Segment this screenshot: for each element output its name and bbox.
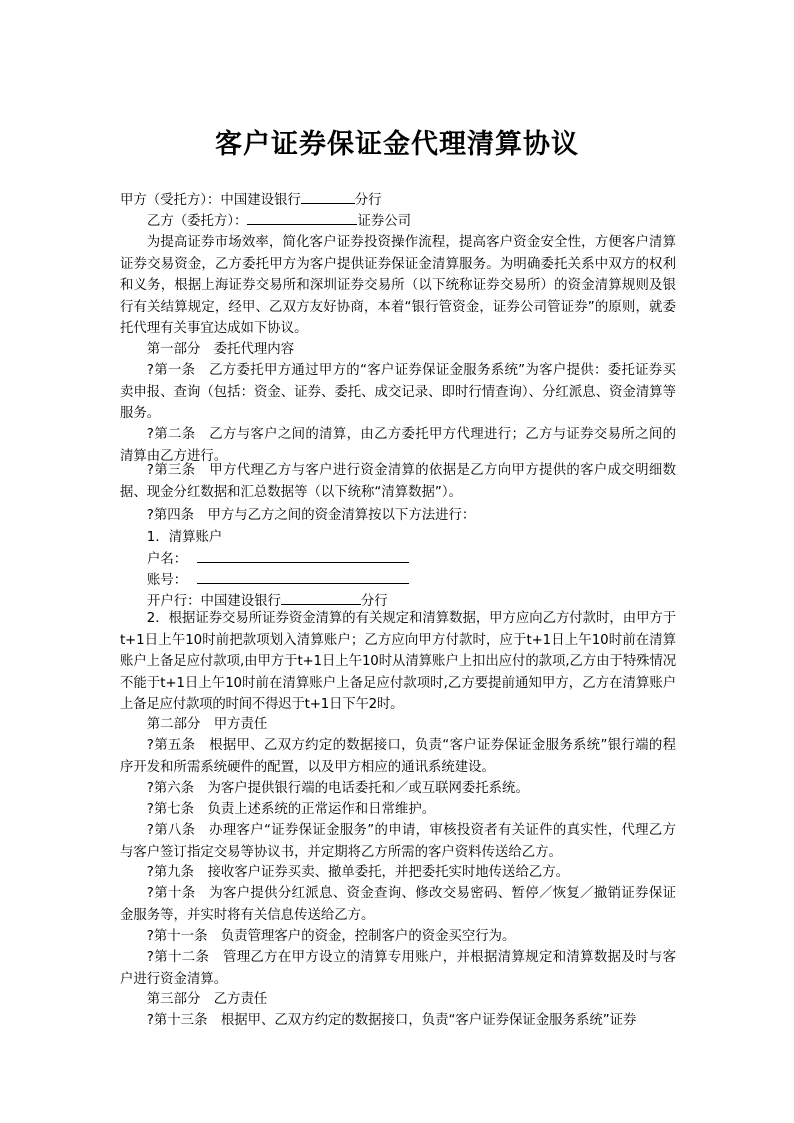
account-number-line — [147, 569, 409, 592]
article-1: ?第一条 乙方委托甲方通过甲方的“客户证券保证金服务系统”为客户提供：委托证券买卖申报、查询（包括：资金、证券、委托、成交记录、即时行情查询）、分红派息、资金清算等服务。 — [120, 363, 676, 421]
article-11: ?第十一条 负责管理客户的资金，控制客户的资金买空行为。 — [146, 929, 516, 944]
article-9: ?第九条 接收客户证券买卖、撤单委托，并把委托实时地传送给乙方。 — [146, 865, 570, 880]
bank-blank — [281, 590, 361, 605]
article-2: ?第二条 乙方与客户之间的清算，由乙方委托甲方代理进行；乙方与证券交易所之间的清算由乙方进行。 — [120, 427, 676, 464]
preamble: 为提高证券市场效率，简化客户证券投资操作流程，提高客户资金安全性，方便客户清算证券交易资金，乙方委托甲方为客户提供证券保证金清算服务。为明确委托关系中双方的权利和义务，根据上海证券交易所和深圳证券交易所（以下统称证券交易所）的资金清算规则及银行有关结算规定，经甲、乙双方友好协商，本着“银行管资金，证券公司管证券”的原则，就委托代理有关事宜达成如下协议。 — [120, 235, 676, 336]
item-1-clearing-account: 1．清算账户 — [146, 530, 223, 545]
article-5: ?第五条 根据甲、乙双方约定的数据接口，负责“客户证券保证金服务系统”银行端的程序开发和所需系统硬件的配置，以及甲方相应的通讯系统建设。 — [120, 738, 676, 775]
article-6: ?第六条 为客户提供银行端的电话委托和／或互联网委托系统。 — [146, 781, 529, 796]
party-a-line — [120, 189, 382, 212]
bank-suffix: 分行 — [360, 594, 388, 609]
bank-prefix: 开户行：中国建设银行 — [147, 594, 281, 609]
party-a-blank — [301, 189, 355, 204]
account-number-label: 账号： — [147, 573, 188, 588]
party-b-suffix: 证券公司 — [357, 214, 411, 229]
account-name-label: 户名： — [147, 552, 188, 567]
item-2-settlement: 2．根据证券交易所证券资金清算的有关规定和清算数据，甲方应向乙方付款时，由甲方于t+1日上午10时前把款项划入清算账户；乙方应向甲方付款时，应于t+1日上午10时前在清算账户上备足应付款项,由甲方于t+1日上午10时从清算账户上扣出应付的款项,乙方由于特殊情况不能于t+1日上午10时前在清算账户上备足应付款项时,乙方要提前通知甲方，乙方在清算账户上备足应付款项的时间不得迟于t+1日下午2时。 — [120, 611, 676, 712]
party-b-blank — [247, 210, 357, 225]
article-3: ?第三条 甲方代理乙方与客户进行资金清算的依据是乙方向甲方提供的客户成交明细数据、现金分红数据和汇总数据等（以下统称“清算数据”）。 — [120, 463, 676, 500]
account-name-line — [147, 548, 409, 571]
article-8: ?第八条 办理客户“证券保证金服务”的申请，审核投资者有关证件的真实性，代理乙方与客户签订指定交易等协议书，并定期将乙方所需的客户资料传送给乙方。 — [120, 823, 676, 860]
article-10: ?第十条 为客户提供分红派息、资金查询、修改交易密码、暂停／恢复／撤销证券保证金服务等，并实时将有关信息传送给乙方。 — [120, 886, 676, 923]
account-number-blank — [197, 569, 409, 584]
part-1-heading: 第一部分 委托代理内容 — [146, 342, 295, 357]
article-12: ?第十二条 管理乙方在甲方设立的清算专用账户，并根据清算规定和清算数据及时与客户进行资金清算。 — [120, 950, 676, 987]
party-b-prefix: 乙方（委托方）： — [147, 214, 248, 229]
party-a-prefix: 甲方（受托方）：中国建设银行 — [120, 193, 301, 208]
party-b-line — [147, 210, 411, 233]
article-13: ?第十三条 根据甲、乙双方约定的数据接口，负责“客户证券保证金服务系统”证券 — [146, 1013, 637, 1028]
document-title: 客户证券保证金代理清算协议 — [215, 129, 579, 160]
article-7: ?第七条 负责上述系统的正常运作和日常维护。 — [146, 802, 436, 817]
part-2-heading: 第二部分 甲方责任 — [146, 717, 268, 732]
part-3-heading: 第三部分 乙方责任 — [146, 992, 268, 1007]
account-name-blank — [197, 548, 409, 563]
party-a-suffix: 分行 — [354, 193, 382, 208]
article-4: ?第四条 甲方与乙方之间的资金清算按以下方法进行： — [146, 508, 476, 523]
